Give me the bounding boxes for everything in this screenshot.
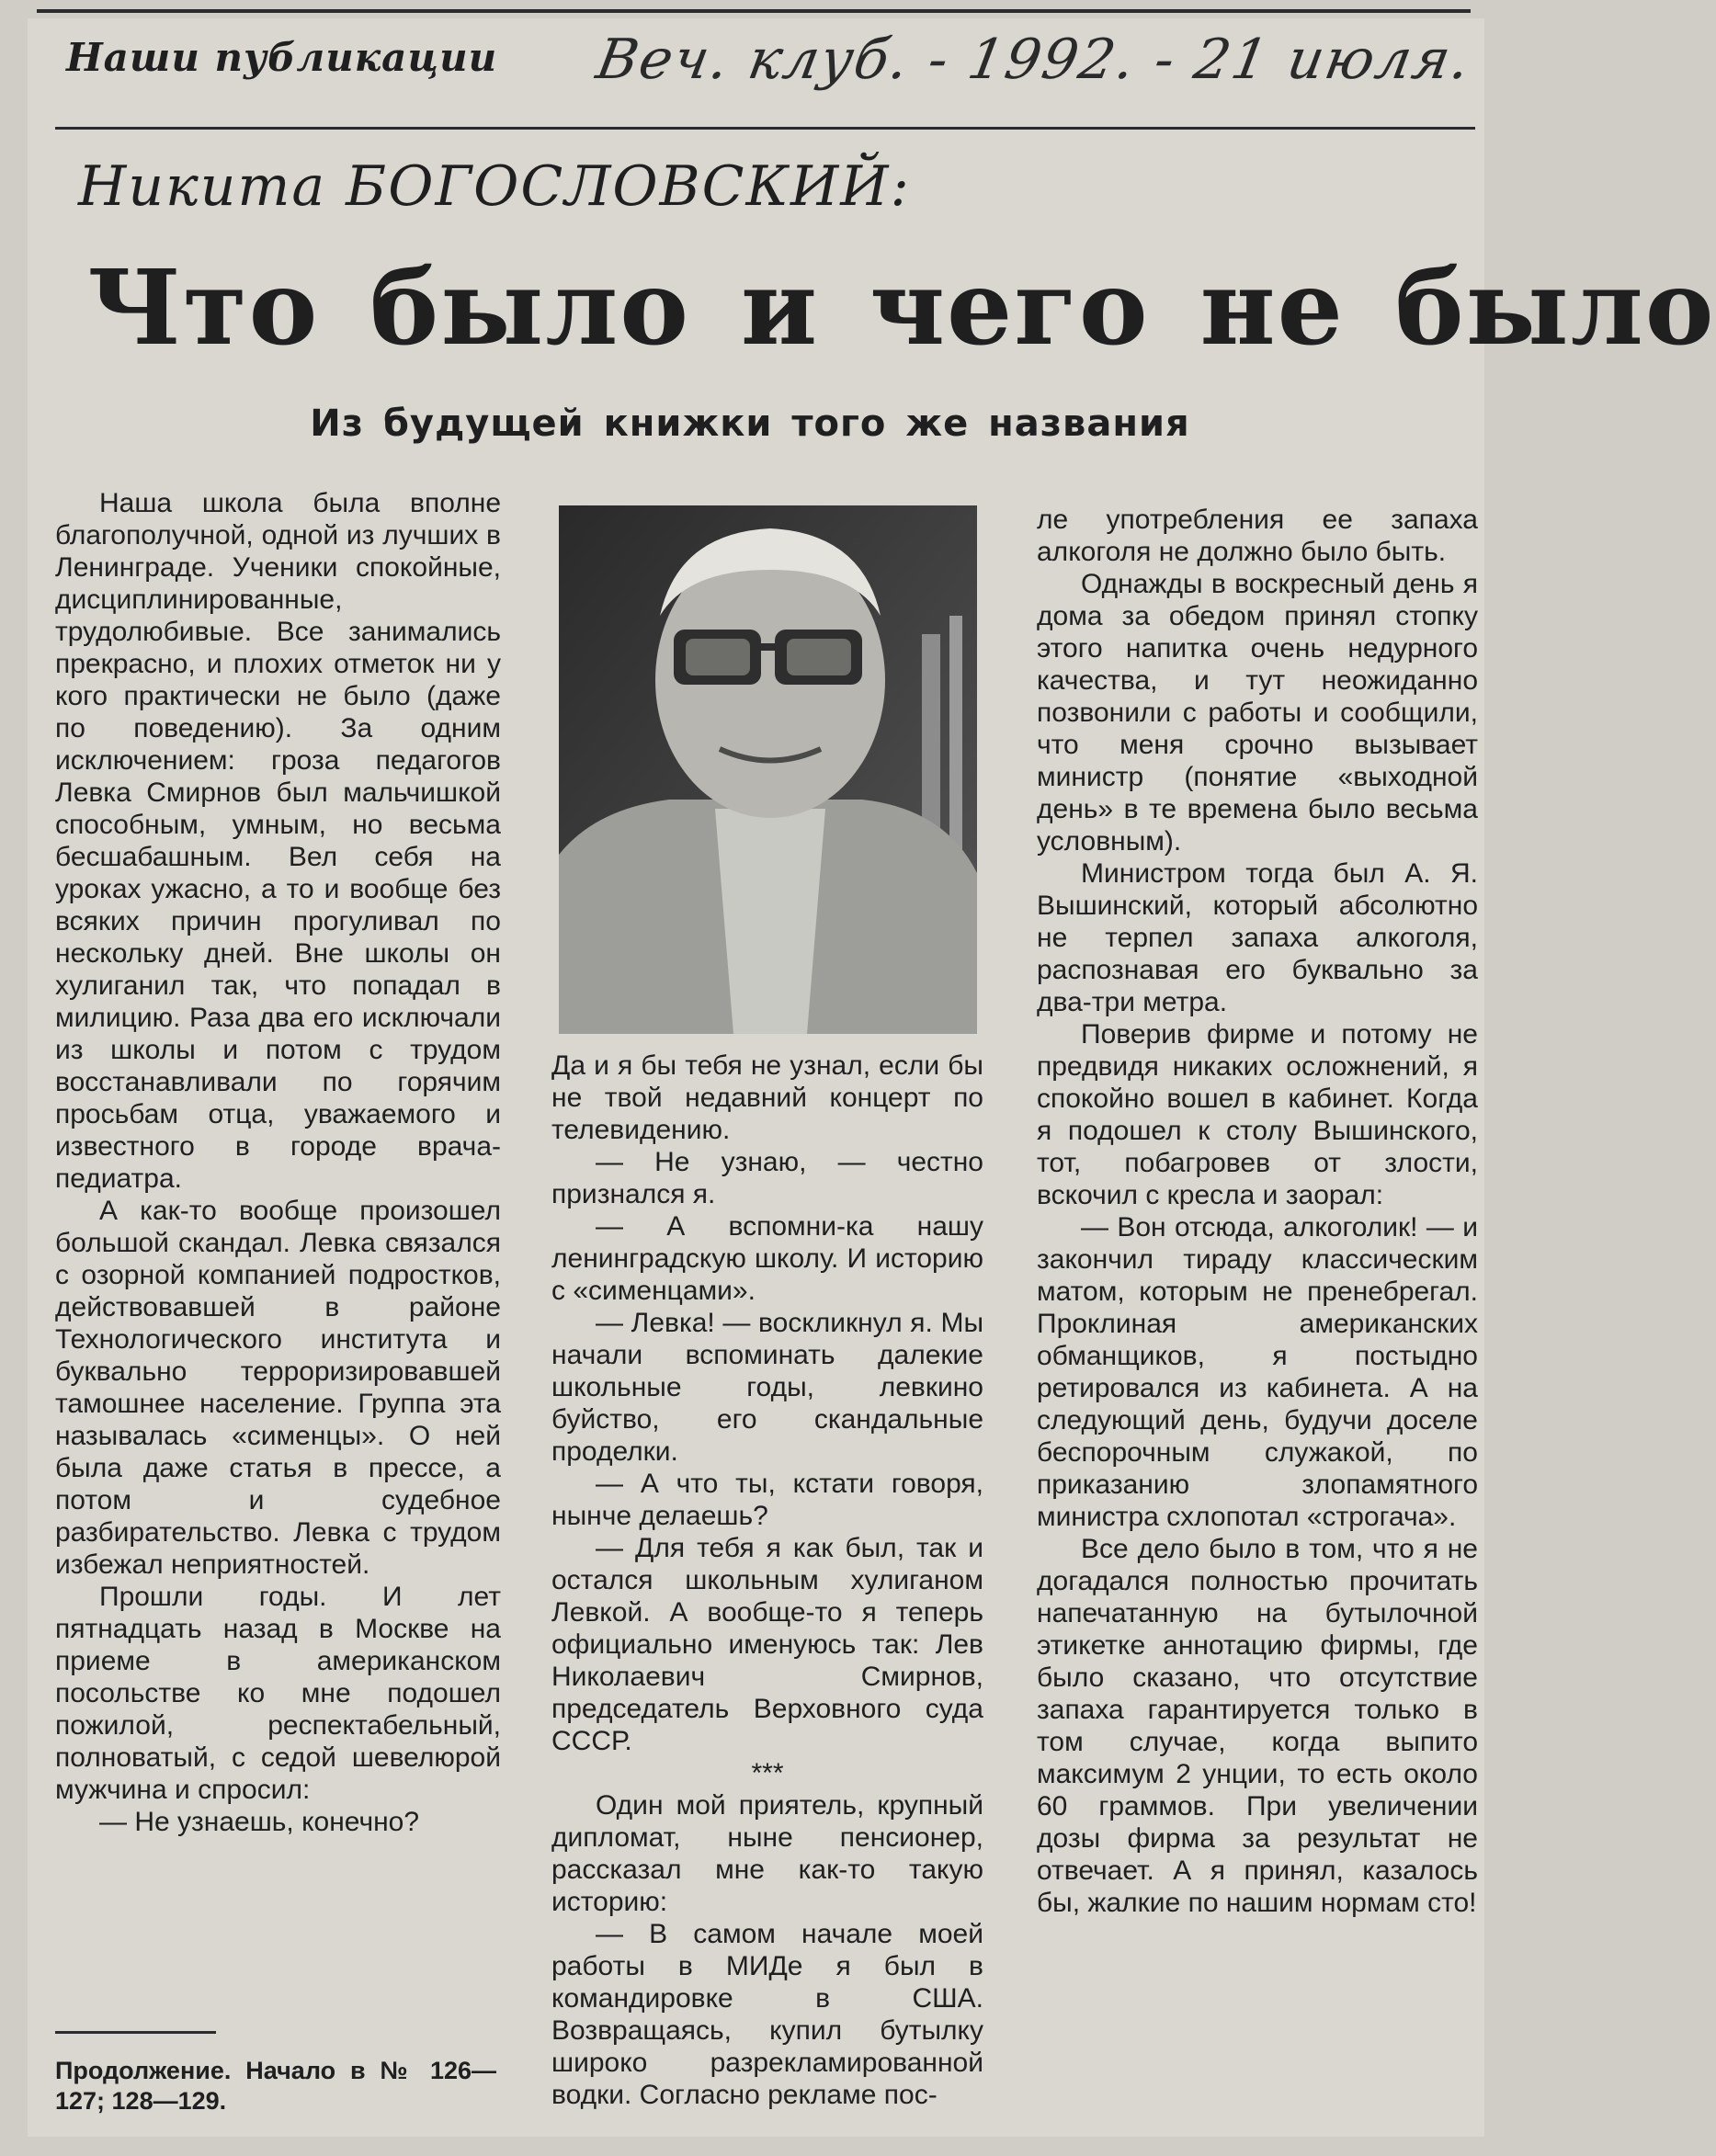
paragraph: — Не узнаю, — честно признался я.	[551, 1147, 983, 1209]
paragraph: — А вспомни-ка нашу ленинградскую школу. И историю с «сименцами».	[551, 1211, 983, 1306]
paragraph: — В самом начале моей работы в МИДе я был в командировке в США. Возвращаясь, купил бутылку широко разрекламированной водки. Согласно рекламе пос-	[551, 1919, 983, 2110]
author-photo	[559, 505, 977, 1034]
portrait-illustration	[559, 505, 977, 1034]
paragraph: — А что ты, кстати говоря, нынче делаешь?	[551, 1469, 983, 1531]
paragraph: Наша школа была вполне благополучной, одной из лучших в Ленинграде. Ученики спокойные, дисциплинированные, трудолюбивые. Все занимались прекрасно, и плохих отметок ни у кого практически не было (даже по поведению). За одним исключением: гроза педагогов Левка Смирнов был мальчишкой способным, умным, но весьма бесшабашным. Вел себя на уроках ужасно, а то и вообще без всяких причин прогуливал по нескольку дней. Вне школы он хулиганил так, что попадал в милицию. Раза два его исключали из школы и потом с трудом восстанавливали по горячим просьбам отца, уважаемого и известного в городе врача-педиатра.	[55, 488, 501, 1194]
paragraph: — Левка! — воскликнул я. Мы начали вспоминать далекие школьные годы, левкино буйство, его скандальные проделки.	[551, 1308, 983, 1467]
continuation-note: Продолжение. Начало в № 126—127; 128—129.	[55, 2057, 496, 2115]
section-separator: ***	[751, 1758, 784, 1788]
article-subtitle: Из будущей книжки того же названия	[310, 403, 1190, 445]
paragraph: Поверив фирме и потому не предвидя никаких осложнений, я спокойно вошел в кабинет. Когда я подошел к столу Вышинского, тот, побагровев от злости, вскочил с кресла и заорал:	[1037, 1019, 1478, 1210]
paragraph: — Вон отсюда, алкоголик! — и закончил тираду классическим матом, которым не пренебрегал. Проклиная американских обманщиков, я постыдно ретировался из кабинета. А на следующий день, будучи доселе беспорочным служакой, по приказанию злопамятного министра схлопотал «строгача».	[1037, 1212, 1478, 1532]
section-rule	[55, 127, 1475, 130]
section-rubric: Наши публикации	[66, 35, 498, 80]
paragraph: Все дело было в том, что я не догадался полностью прочитать напечатанную на бутылочной этикетке аннотацию фирмы, где было сказано, что отсутствие запаха гарантируется только в том случае, когда выпито максимум 2 унции, то есть около 60 граммов. При увеличении дозы фирма за результат не отвечает. А я принял, казалось бы, жалкие по нашим нормам сто!	[1037, 1534, 1478, 1918]
column-3	[1037, 504, 1478, 1919]
paragraph: — Не узнаешь, конечно?	[99, 1807, 420, 1837]
paragraph: Прошли годы. И лет пятнадцать назад в Москве на приеме в американском посольстве ко мне подошел пожилой, респектабельный, полноватый, с седой шевелюрой мужчина и спросил:	[55, 1582, 501, 1805]
paragraph: Да и я бы тебя не узнал, если бы не твой недавний концерт по телевидению.	[551, 1050, 983, 1145]
footnote-rule	[55, 2031, 216, 2034]
column-1	[55, 487, 501, 1838]
handwritten-note: Веч. клуб. - 1992. - 21 июля.	[591, 28, 1477, 92]
article-author: Никита БОГОСЛОВСКИЙ:	[78, 154, 911, 219]
paragraph: Однажды в воскресный день я дома за обедом принял стопку этого напитка очень недурного качества, и тут неожиданно позвонили с работы и сообщили, что меня срочно вызывает министр (понятие «выходной день» в те времена было весьма условным).	[1037, 569, 1478, 857]
column-2	[551, 1050, 983, 2111]
article-title: Что было и чего не было	[87, 248, 1716, 369]
paragraph: А как-то вообще произошел большой скандал. Левка связался с озорной компанией подростков, действовавшей в районе Технологического института и буквально терроризировавшей тамошнее население. Группа эта называлась «сименцы». О ней была даже статья в прессе, а потом и судебное разбирательство. Левка с трудом избежал неприятностей.	[55, 1196, 501, 1580]
top-rule	[37, 9, 1471, 13]
paragraph: — Для тебя я как был, так и остался школьным хулиганом Левкой. А вообще-то я теперь официально именуюсь так: Лев Николаевич Смирнов, председатель Верховного суда СССР.	[551, 1533, 983, 1756]
paragraph: Министром тогда был А. Я. Вышинский, который абсолютно не терпел запаха алкоголя, распознавая его буквально за два-три метра.	[1037, 858, 1478, 1017]
paragraph: ле употребления ее запаха алкоголя не должно было быть.	[1037, 505, 1478, 567]
paragraph: Один мой приятель, крупный дипломат, ныне пенсионер, рассказал мне как-то такую историю:	[551, 1790, 983, 1917]
